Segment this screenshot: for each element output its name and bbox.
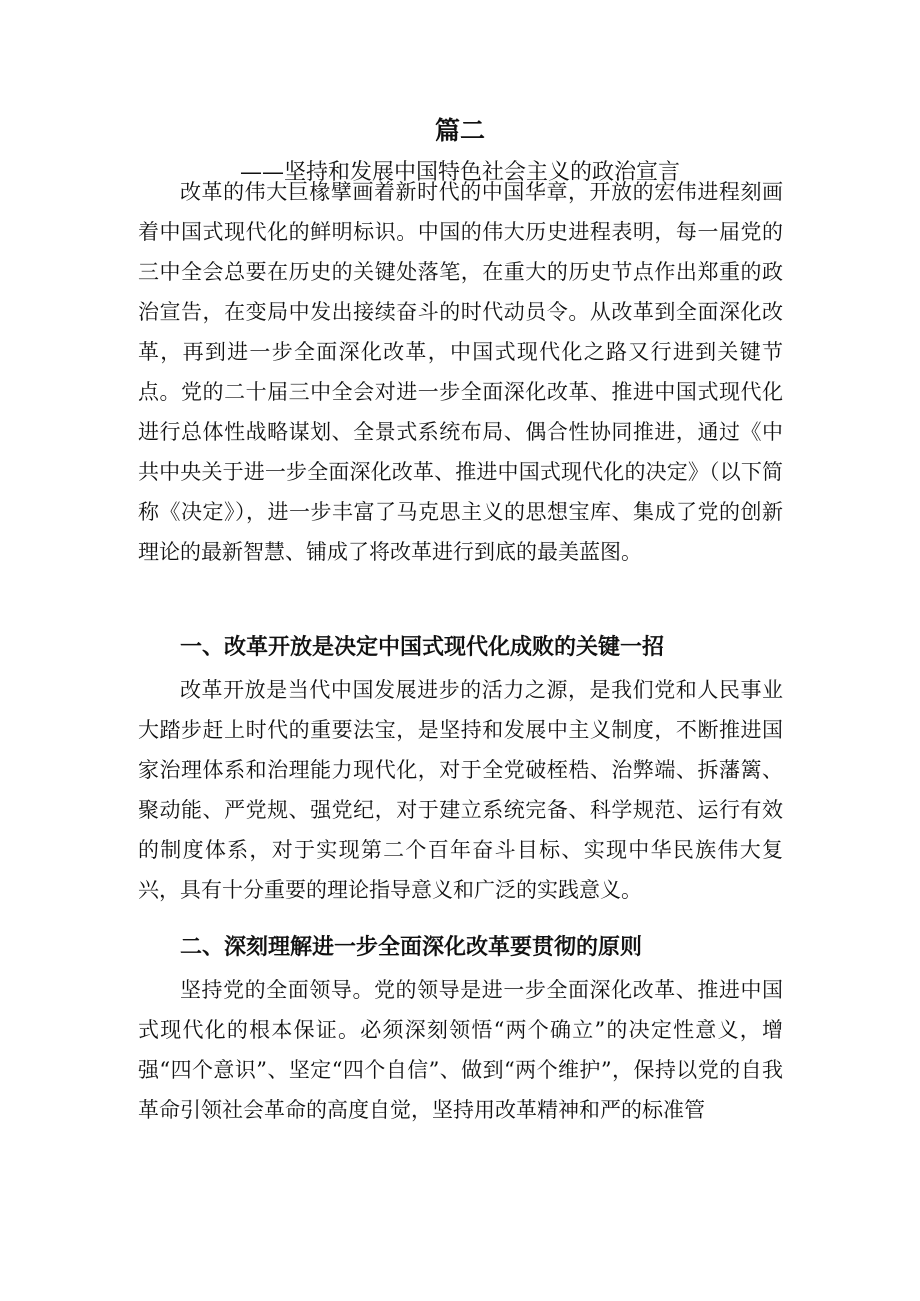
section-heading-2: 二、深刻理解进一步全面深化改革要贯彻的原则 <box>180 935 643 960</box>
section-paragraph-1: 改革开放是当代中国发展进步的活力之源，是我们党和人民事业大踏步赶上时代的重要法宝，是坚持和发展中主义制度，不断推进国家治理体系和治理能力现代化，对于全党破桎梏、治弊端、拆藩篱、聚动能、严党规、强党纪，对于建立系统完备、科学规范、运行有效的制度体系，对于实现第二个百年奋斗目标、实现中华民族伟大复兴，具有十分重要的理论指导意义和广泛的实践意义。 <box>138 678 783 902</box>
section-heading-1: 一、改革开放是决定中国式现代化成败的关键一招 <box>180 635 665 660</box>
document-title: 篇二 <box>434 116 485 145</box>
document-subtitle: ——坚持和发展中国特色社会主义的政治宣言 <box>239 160 680 185</box>
section-paragraph-2: 坚持党的全面领导。党的领导是进一步全面深化改革、推进中国式现代化的根本保证。必须深刻领悟“两个确立”的决定性意义，增强“四个意识”、坚定“四个自信”、做到“两个维护”，保持以党的自我革命引领社会革命的高度自觉，坚持用改革精神和严的标准管 <box>138 978 783 1122</box>
intro-paragraph: 改革的伟大巨椽擘画着新时代的中国华章，开放的宏伟进程刻画着中国式现代化的鲜明标识。中国的伟大历史进程表明，每一届党的三中全会总要在历史的关键处落笔，在重大的历史节点作出郑重的政治宣告，在变局中发出接续奋斗的时代动员令。从改革到全面深化改革，再到进一步全面深化改革，中国式现代化之路又行进到关键节点。党的二十届三中全会对进一步全面深化改革、推进中国式现代化进行总体性战略谋划、全景式系统布局、偶合性协同推进，通过《中共中央关于进一步全面深化改革、推进中国式现代化的决定》（以下简称《决定》），进一步丰富了马克思主义的思想宝库、集成了党的创新理论的最新智慧、铺成了将改革进行到底的最美蓝图。 <box>138 180 783 564</box>
